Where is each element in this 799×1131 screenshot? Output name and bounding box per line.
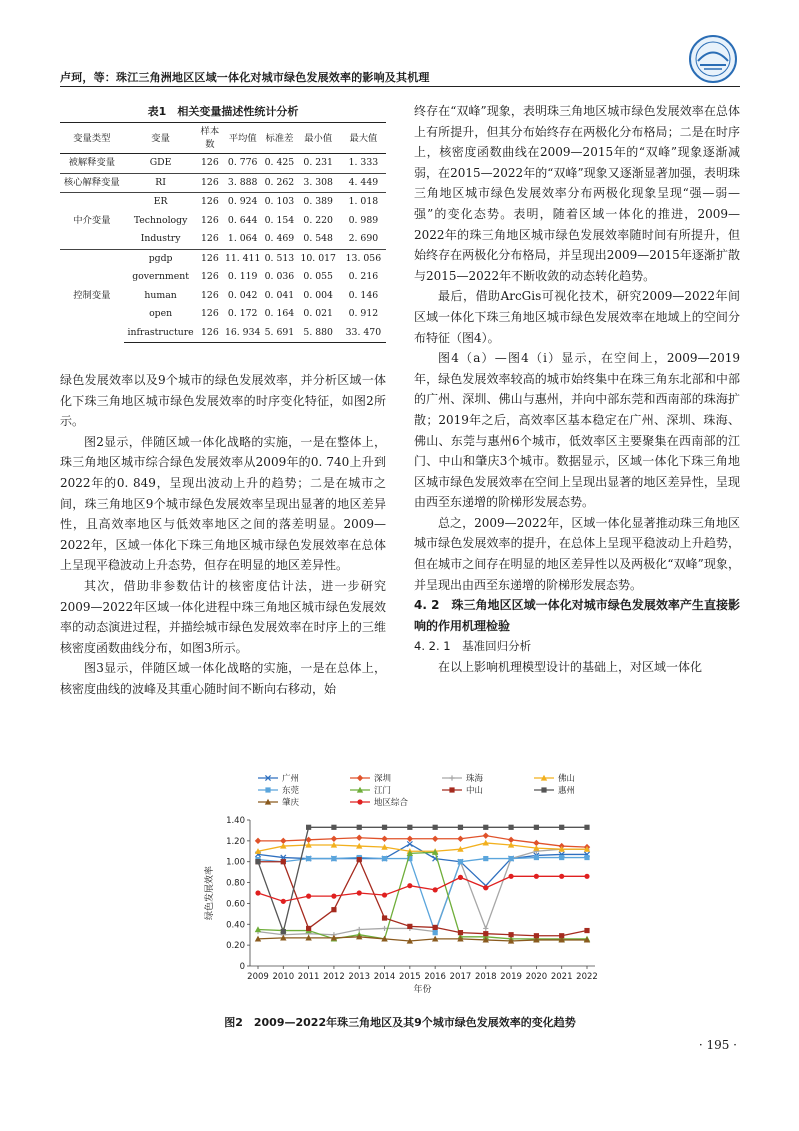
paragraph: 其次，借助非参数估计的核密度估计法，进一步研究2009—2022年区域一体化进程中珠三角地区城市绿色发展效率的动态演进过程，并描绘城市绿色发展效率在时序上的三维核密度函数曲线分布，如图3所示。 — [60, 578, 386, 655]
x-tick-label: 2020 — [525, 972, 548, 982]
table-row — [60, 173, 386, 193]
x-tick-label: 2021 — [550, 972, 573, 982]
legend-item — [258, 797, 300, 808]
data-point — [433, 930, 438, 935]
data-point — [483, 832, 489, 838]
x-tick-label: 2018 — [474, 972, 497, 982]
table-header-cell: 平均值 — [222, 123, 263, 154]
descriptive-stats-table — [60, 122, 386, 343]
page-number: · 195 · — [698, 1038, 737, 1052]
y-tick-label: 0.20 — [226, 941, 245, 952]
legend-marker — [265, 787, 270, 792]
right-column-text — [414, 101, 740, 678]
legend-item — [350, 773, 391, 784]
data-point — [584, 855, 589, 860]
x-axis-label: 年份 — [413, 985, 432, 995]
figure-caption: 图2 2009—2022年珠三角地区及其9个城市绿色发展效率的变化趋势 — [224, 1016, 576, 1029]
y-tick-label: 0.60 — [226, 899, 245, 910]
legend-marker — [541, 787, 546, 792]
table-cell: 0. 469 — [264, 233, 295, 245]
legend-marker — [357, 775, 363, 781]
table-cell: open — [149, 308, 173, 320]
table-cell: 0. 164 — [264, 308, 295, 320]
x-tick-label: 2014 — [373, 972, 396, 982]
data-point — [281, 859, 286, 864]
table-header-cell: 标准差 — [263, 123, 295, 154]
data-point — [382, 915, 387, 920]
data-point — [458, 875, 463, 880]
table-cell: 3. 888 — [222, 173, 263, 193]
data-point — [281, 899, 286, 904]
x-tick-label: 2009 — [247, 972, 269, 982]
data-point — [331, 836, 337, 842]
table-cell: 126 — [200, 289, 219, 301]
table-cell: 126 — [200, 308, 219, 320]
table-caption: 表1 相关变量描述性统计分析 — [147, 105, 299, 118]
table-cell: 5. 691 — [263, 324, 295, 343]
legend-item — [534, 785, 575, 796]
data-point — [508, 874, 513, 879]
paragraph: 在以上影响机理模型设计的基础上，对区域一体化 — [438, 660, 703, 675]
data-point — [306, 825, 311, 830]
data-point — [357, 927, 362, 932]
table-cell: 1. 018 — [341, 193, 386, 212]
table-cell: 33. 470 — [341, 324, 386, 343]
data-point — [306, 894, 311, 899]
x-tick-label: 2016 — [424, 972, 446, 982]
table-cell: 0. 021 — [303, 308, 333, 320]
table-cell: 0. 103 — [263, 193, 295, 212]
table-cell: 126 — [198, 193, 223, 212]
table-cell: 0. 146 — [348, 289, 379, 301]
data-point — [458, 825, 463, 830]
table-header-row — [60, 123, 386, 154]
table-cell: 0. 004 — [303, 289, 333, 301]
data-point — [255, 890, 260, 895]
table-cell: Industry — [140, 233, 181, 245]
data-point — [407, 924, 412, 929]
table-cell: 0. 425 — [264, 157, 295, 169]
legend-label: 江门 — [374, 786, 392, 796]
table-cell: 0. 231 — [303, 157, 333, 169]
paragraph: 图4（a）—图4（i）显示，在空间上，2009—2019年，绿色发展效率较高的城市始终集中在珠三角东北部和中部的广州、深圳、佛山与惠州，并向中部东莞和西南部的珠海扩散；2019年之后，高效率区基本稳定在广州、深圳、珠海、佛山、东莞与惠州6个城市，低效率区主要聚集在西南部的江门、中山和肇庆3个城市。数据显示，区域一体化下珠三角地区城市绿色发展效率在空间上呈现出显著的地区差异性，呈现由西至东递增的阶梯形发展态势。 — [414, 351, 740, 510]
x-tick-label: 2019 — [500, 972, 522, 982]
table-cell: 0. 262 — [263, 173, 295, 193]
journal-logo-icon — [688, 34, 738, 84]
data-point — [255, 838, 261, 844]
data-point — [331, 856, 336, 861]
data-point — [433, 825, 438, 830]
legend-item — [534, 773, 575, 784]
running-title: 卢珂，等：珠江三角洲地区区域一体化对城市绿色发展效率的影响及其机理 — [60, 71, 430, 84]
table-header-cell: 样本数 — [198, 123, 223, 154]
data-point — [433, 925, 438, 930]
data-point — [458, 930, 463, 935]
header-rule — [60, 86, 740, 87]
legend-label: 珠海 — [466, 774, 484, 784]
data-point — [357, 890, 362, 895]
table-cell: 0. 776 — [227, 157, 258, 169]
table-cell: 126 — [200, 233, 219, 245]
data-point — [255, 859, 260, 864]
data-point — [382, 926, 387, 931]
paragraph: 图3显示，伴随区域一体化战略的实施，一是在总体上，核密度曲线的波峰及其重心随时间不断向右移动，始 — [60, 661, 386, 696]
table-cell: 1. 064 — [227, 233, 258, 245]
legend-label: 佛山 — [558, 774, 576, 784]
chart-legend — [258, 773, 575, 808]
table-row — [60, 249, 386, 268]
table-header-cell: 最小值 — [296, 123, 341, 154]
data-point — [508, 856, 513, 861]
data-point — [534, 855, 539, 860]
table-cell: 0. 119 — [227, 271, 258, 283]
data-point — [584, 928, 589, 933]
paragraph: 最后，借助ArcGis可视化技术，研究2009—2022年间区域一体化下珠三角地区城市绿色发展效率在地域上的空间分布特征（图4）。 — [414, 289, 740, 345]
table-header-cell: 最大值 — [341, 123, 386, 154]
data-point — [433, 887, 438, 892]
legend-item — [350, 785, 391, 796]
data-point — [508, 825, 513, 830]
table-cell: 0. 389 — [296, 193, 341, 212]
paragraph: 总之，2009—2022年，区域一体化显著推动珠三角地区城市绿色发展效率的提升，在总体上呈现平稳波动上升趋势，但在城市之间存在明显的地区差异性以及两极化“双峰”现象，并呈现出由西至东递增的阶梯形发展态势。 — [414, 515, 740, 592]
table-cell: 3. 308 — [296, 173, 341, 193]
table-cell: 10. 017 — [296, 249, 341, 268]
data-point — [331, 825, 336, 830]
table-row — [60, 154, 386, 174]
table-cell: Technology — [133, 214, 188, 226]
data-point — [483, 825, 488, 830]
table-cell: 126 — [198, 173, 223, 193]
data-point — [306, 856, 311, 861]
table-row — [60, 193, 386, 212]
data-point — [407, 836, 413, 842]
data-point — [306, 926, 311, 931]
group-label: 控制变量 — [60, 249, 124, 343]
table-cell: 0. 644 — [227, 214, 258, 226]
legend-label: 东莞 — [282, 786, 300, 796]
data-point — [331, 907, 336, 912]
legend-label: 中山 — [466, 786, 484, 796]
table-cell: 0. 989 — [348, 214, 379, 226]
legend-item — [350, 797, 409, 808]
section-heading: 4. 2 珠三角地区区域一体化对城市绿色发展效率产生直接影响的作用机理检验 — [414, 598, 740, 633]
data-point — [559, 825, 564, 830]
table-cell: 126 — [198, 249, 223, 268]
legend-item — [258, 773, 299, 784]
table-cell: 126 — [200, 271, 219, 283]
y-tick-label: 0.40 — [226, 920, 245, 931]
table-cell: human — [144, 289, 177, 301]
data-point — [559, 855, 564, 860]
data-point — [458, 859, 463, 864]
legend-label: 广州 — [282, 774, 300, 784]
data-point — [584, 825, 589, 830]
data-point — [584, 874, 589, 879]
legend-item — [442, 773, 484, 784]
table-cell: 1. 333 — [348, 157, 379, 169]
data-point — [357, 825, 362, 830]
data-point — [382, 892, 387, 897]
data-point — [534, 825, 539, 830]
data-point — [357, 857, 362, 862]
series-line — [258, 849, 587, 935]
table-cell: 16. 934 — [222, 324, 263, 343]
series-group — [255, 847, 589, 938]
data-point — [382, 856, 387, 861]
table-cell: government — [132, 271, 189, 283]
y-tick-label: 0.80 — [226, 878, 245, 889]
data-point — [356, 835, 362, 841]
table-cell: pgdp — [124, 249, 198, 268]
subsection-heading: 4. 2. 1 基准回归分析 — [414, 639, 532, 654]
table-header-cell: 变量类型 — [60, 123, 124, 154]
data-point — [331, 894, 336, 899]
table-cell: 126 — [200, 157, 219, 169]
legend-item — [258, 785, 300, 796]
legend-label: 惠州 — [558, 786, 576, 796]
data-point — [432, 836, 438, 842]
table-cell: 0. 924 — [222, 193, 263, 212]
data-point — [559, 874, 564, 879]
table-cell: 126 — [200, 214, 219, 226]
series-group — [255, 825, 589, 934]
data-point — [407, 883, 412, 888]
y-axis-label: 绿色发展效率 — [205, 865, 215, 921]
table-cell: 0. 513 — [263, 249, 295, 268]
table-cell: ER — [124, 193, 198, 212]
x-tick-label: 2010 — [272, 972, 295, 982]
data-point — [483, 926, 488, 931]
y-tick-label: 0 — [239, 962, 245, 972]
x-tick-label: 2022 — [576, 972, 598, 982]
table-cell: 126 — [198, 324, 223, 343]
table-cell: 0. 220 — [303, 214, 333, 226]
y-tick-label: 1.00 — [226, 857, 245, 868]
y-tick-label: 1.40 — [226, 816, 245, 826]
table-cell: 2. 690 — [348, 233, 379, 245]
chart-series — [255, 825, 590, 944]
x-tick-label: 2011 — [297, 972, 320, 982]
data-point — [483, 885, 488, 890]
table-cell: 0. 042 — [227, 289, 258, 301]
legend-marker — [449, 775, 454, 780]
legend-item — [442, 785, 483, 796]
data-point — [407, 841, 412, 846]
data-point — [381, 836, 387, 842]
table-cell: 0. 216 — [348, 271, 379, 283]
table-cell: infrastructure — [124, 324, 198, 343]
group-label: 中介变量 — [60, 193, 124, 250]
table-cell: 0. 912 — [348, 308, 379, 320]
table-cell: 0. 036 — [264, 271, 295, 283]
data-point — [483, 856, 488, 861]
group-label: 被解释变量 — [68, 157, 116, 169]
series-group — [255, 857, 589, 938]
group-label: 核心解释变量 — [60, 173, 124, 193]
left-column-text — [60, 370, 386, 700]
x-tick-label: 2015 — [399, 972, 421, 982]
table-cell: 0. 154 — [264, 214, 295, 226]
data-point — [382, 825, 387, 830]
legend-marker — [449, 787, 454, 792]
paragraph: 终存在“双峰”现象，表明珠三角地区城市绿色发展效率在总体上有所提升，但其分布始终存在两极化分布格局；二是在时序上，核密度函数曲线在2009—2015年的“双峰”现象逐渐减弱，在2015—2022年的“双峰”现象又逐渐显著加强，表明珠三角地区城市绿色发展效率分布两极化现象呈现“强—弱—强”的变化态势。表明，随着区域一体化的推进，2009—2022年的珠三角地区城市绿色发展效率随时间有所提升，但始终存在两极化分布格局，并呈现出2009—2015年逐渐扩散与2015—2022年不断收敛的动态转化趋势。 — [414, 104, 740, 283]
table-cell: 0. 041 — [264, 289, 295, 301]
paragraph: 绿色发展效率以及9个城市的绿色发展效率，并分析区域一体化下珠三角地区城市绿色发展效率的时序变化特征，如图2所示。 — [60, 373, 386, 429]
table-cell: 5. 880 — [296, 324, 341, 343]
x-tick-label: 2017 — [449, 972, 472, 982]
legend-label: 地区综合 — [374, 798, 409, 808]
data-point — [281, 929, 286, 934]
y-tick-label: 1.20 — [226, 836, 245, 847]
legend-label: 深圳 — [374, 774, 392, 784]
table-cell: 11. 411 — [222, 249, 263, 268]
table-cell: RI — [124, 173, 198, 193]
data-point — [407, 825, 412, 830]
table-cell: 4. 449 — [341, 173, 386, 193]
series-group — [255, 855, 589, 935]
data-point — [508, 932, 513, 937]
paragraph: 图2显示，伴随区域一体化战略的实施，一是在整体上，珠三角地区城市综合绿色发展效率从2009年的0. 740上升到2022年的0. 849，呈现出波动上升的趋势；二是在城市之间，珠三角地区9个城市绿色发展效率呈现出显著的地区差异性，且高效率地区与低效率地区之间的落差明显。2009—2022年，区域一体化下珠三角地区城市绿色发展效率在总体上呈现平稳波动上升态势，但存在明显的地区差异性。 — [60, 434, 386, 573]
table-cell: 0. 172 — [227, 308, 258, 320]
table-cell: GDE — [149, 157, 172, 169]
x-tick-label: 2013 — [348, 972, 371, 982]
efficiency-line-chart — [200, 768, 610, 1008]
x-tick-label: 2012 — [323, 972, 345, 982]
series-group — [255, 874, 589, 904]
legend-label: 肇庆 — [282, 798, 300, 808]
data-point — [534, 874, 539, 879]
legend-marker — [357, 799, 362, 804]
data-point — [483, 931, 488, 936]
data-point — [457, 836, 463, 842]
table-header-cell: 变量 — [124, 123, 198, 154]
table-cell: 0. 055 — [303, 271, 333, 283]
table-cell: 0. 548 — [303, 233, 333, 245]
table-cell: 13. 056 — [341, 249, 386, 268]
